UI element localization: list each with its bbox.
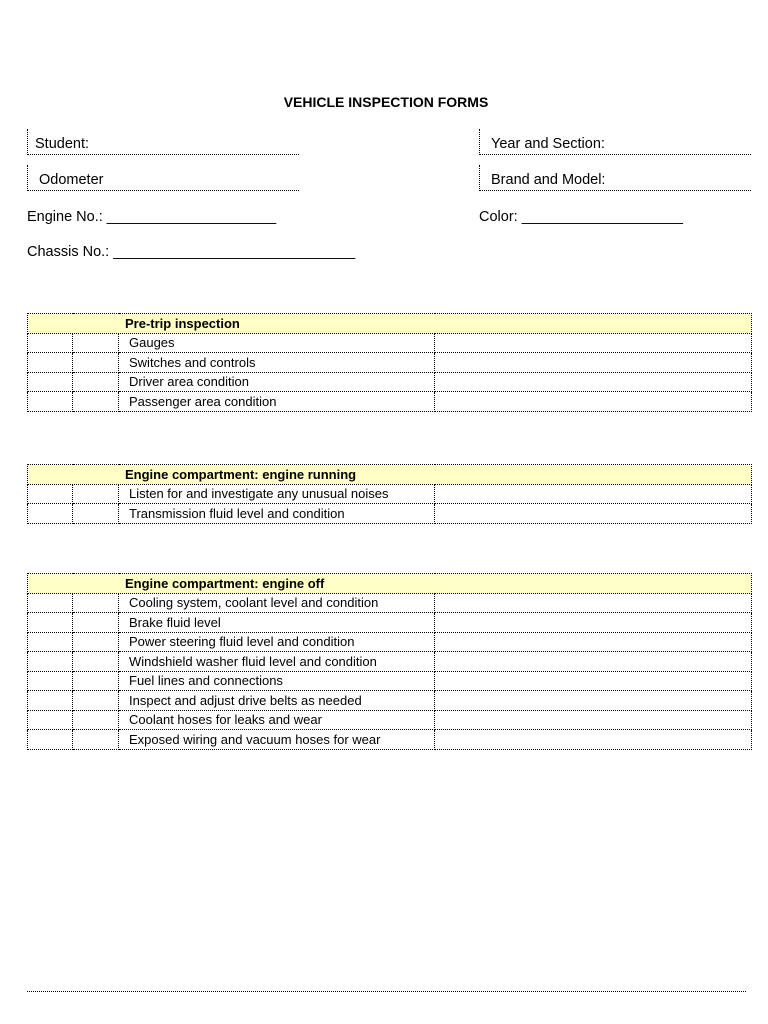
table-row [28, 333, 752, 353]
check-cell[interactable] [28, 613, 73, 633]
check-cell[interactable] [28, 392, 73, 412]
remarks-cell[interactable] [435, 392, 752, 412]
page-title: VEHICLE INSPECTION FORMS [283, 94, 489, 110]
remarks-cell[interactable] [435, 691, 752, 711]
remarks-cell[interactable] [435, 333, 752, 353]
item-label: Windshield washer fluid level and condition [119, 652, 435, 672]
table-row [28, 392, 752, 412]
student-label: Student: [35, 136, 90, 152]
footer-divider [27, 991, 746, 992]
check-cell[interactable] [73, 613, 119, 633]
chassis-no-field[interactable]: Chassis No.: ______________________________ [27, 244, 356, 260]
check-cell[interactable] [73, 353, 119, 373]
table-row [28, 613, 752, 633]
remarks-cell[interactable] [435, 593, 752, 613]
section-heading: Engine compartment: engine off [28, 574, 752, 594]
item-label: Passenger area condition [119, 392, 435, 412]
remarks-cell[interactable] [435, 671, 752, 691]
student-field[interactable] [27, 129, 299, 155]
check-cell[interactable] [28, 372, 73, 392]
remarks-cell[interactable] [435, 504, 752, 524]
table-row [28, 593, 752, 613]
remarks-cell[interactable] [435, 710, 752, 730]
check-cell[interactable] [28, 671, 73, 691]
item-label: Fuel lines and connections [119, 671, 435, 691]
item-label: Power steering fluid level and condition [119, 632, 435, 652]
odometer-field[interactable] [27, 165, 299, 191]
item-label: Cooling system, coolant level and condition [119, 593, 435, 613]
check-cell[interactable] [28, 353, 73, 373]
engine-no-field[interactable]: Engine No.: _____________________ [27, 209, 277, 225]
brand-model-field[interactable] [479, 165, 751, 191]
item-label: Gauges [119, 333, 435, 353]
item-label: Listen for and investigate any unusual noises [119, 484, 435, 504]
check-cell[interactable] [73, 691, 119, 711]
remarks-cell[interactable] [435, 613, 752, 633]
section-heading: Engine compartment: engine running [28, 465, 752, 485]
brand-model-label: Brand and Model: [491, 172, 606, 188]
item-label: Switches and controls [119, 353, 435, 373]
table-row [28, 372, 752, 392]
check-cell[interactable] [28, 632, 73, 652]
check-cell[interactable] [73, 593, 119, 613]
table-row [28, 652, 752, 672]
check-cell[interactable] [28, 730, 73, 750]
remarks-cell[interactable] [435, 730, 752, 750]
remarks-cell[interactable] [435, 353, 752, 373]
check-cell[interactable] [28, 652, 73, 672]
item-label: Inspect and adjust drive belts as needed [119, 691, 435, 711]
year-section-field[interactable] [479, 129, 751, 155]
check-cell[interactable] [28, 484, 73, 504]
check-cell[interactable] [28, 710, 73, 730]
section-heading: Pre-trip inspection [28, 314, 752, 334]
table-row [28, 504, 752, 524]
check-cell[interactable] [73, 671, 119, 691]
check-cell[interactable] [28, 504, 73, 524]
table-row [28, 632, 752, 652]
check-cell[interactable] [73, 730, 119, 750]
table-row [28, 710, 752, 730]
item-label: Transmission fluid level and condition [119, 504, 435, 524]
check-cell[interactable] [28, 333, 73, 353]
odometer-label: Odometer [39, 172, 104, 188]
table-row [28, 671, 752, 691]
color-field[interactable]: Color: ____________________ [479, 209, 683, 225]
check-cell[interactable] [73, 710, 119, 730]
section-header-row [28, 314, 752, 334]
pre-trip-inspection-table [27, 313, 752, 412]
item-label: Driver area condition [119, 372, 435, 392]
remarks-cell[interactable] [435, 632, 752, 652]
check-cell[interactable] [73, 392, 119, 412]
section-header-row [28, 574, 752, 594]
item-label: Brake fluid level [119, 613, 435, 633]
check-cell[interactable] [28, 593, 73, 613]
remarks-cell[interactable] [435, 372, 752, 392]
item-label: Exposed wiring and vacuum hoses for wear [119, 730, 435, 750]
engine-running-table [27, 464, 752, 524]
check-cell[interactable] [73, 504, 119, 524]
item-label: Coolant hoses for leaks and wear [119, 710, 435, 730]
check-cell[interactable] [73, 632, 119, 652]
check-cell[interactable] [73, 484, 119, 504]
section-header-row [28, 465, 752, 485]
check-cell[interactable] [73, 652, 119, 672]
table-row [28, 691, 752, 711]
check-cell[interactable] [73, 333, 119, 353]
engine-off-table [27, 573, 752, 750]
check-cell[interactable] [73, 372, 119, 392]
table-row [28, 353, 752, 373]
table-row [28, 730, 752, 750]
remarks-cell[interactable] [435, 484, 752, 504]
check-cell[interactable] [28, 691, 73, 711]
year-section-label: Year and Section: [491, 136, 605, 152]
table-row [28, 484, 752, 504]
remarks-cell[interactable] [435, 652, 752, 672]
